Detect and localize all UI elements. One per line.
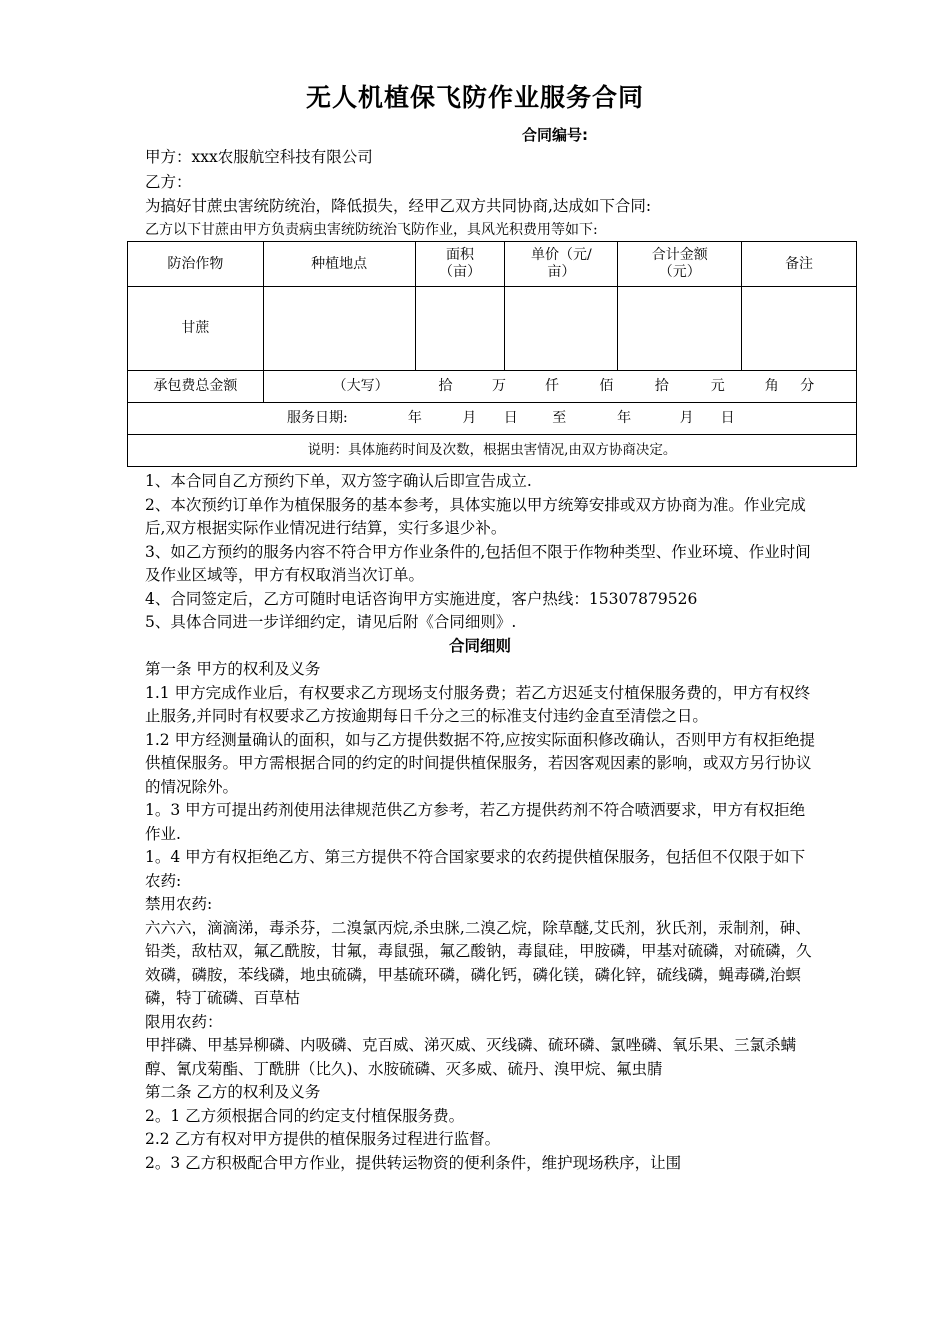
header-remarks: 备注	[742, 242, 857, 287]
table-intro: 乙方以下甘蔗由甲方负责病虫害统防统治飞防作业，具风光积费用等如下:	[145, 222, 598, 238]
contract-number-label: 合同编号:	[522, 126, 588, 144]
unit-qian: 仟	[544, 378, 559, 394]
article-1-title: 第一条 甲方的权利及义务	[145, 660, 321, 678]
total-fee-value[interactable]	[263, 371, 856, 403]
restricted-pesticides-label: 限用农药：	[145, 1012, 223, 1031]
terms-list	[145, 470, 815, 1175]
header-location: 种植地点	[263, 242, 415, 287]
date-year-1: 年	[407, 410, 422, 426]
term-5: 5、具体合同进一步详细约定，请见后附《合同细则》.	[145, 613, 517, 631]
clause-2-1: 2。1 乙方须根据合同的约定支付植保服务费。	[145, 1106, 465, 1125]
area-cell[interactable]	[415, 287, 505, 371]
date-to: 至	[552, 410, 567, 426]
clause-1-1: 1.1 甲方完成作业后，有权要求乙方现场支付服务费；若乙方迟延支付植保服务费的，甲方有权终止服务,并同时有权要求乙方按逾期每日千分之三的标准支付违约金直至清偿之日。	[145, 683, 811, 725]
service-date-cell[interactable]	[128, 403, 857, 435]
amount-capital-label: （大写）	[332, 378, 389, 394]
banned-pesticides-label: 禁用农药:	[145, 895, 213, 913]
clause-1-3: 1。3 甲方可提出药剂使用法律规范供乙方参考，若乙方提供药剂不符合喷洒要求，甲方有权拒绝作业.	[145, 801, 806, 843]
date-day-2: 日	[720, 410, 735, 426]
unit-price-cell[interactable]	[505, 287, 618, 371]
clause-1-2: 1.2 甲方经测量确认的面积，如与乙方提供数据不符,应按实际面积修改确认，否则甲方有权拒绝提供植保服务。甲方需根据合同的约定的时间提供植保服务，若因客观因素的影响，或双方另行协议的情况除外。	[145, 730, 816, 796]
intro-text: 为搞好甘蔗虫害统防统治，降低损失，经甲乙双方共同协商,达成如下合同:	[145, 197, 652, 215]
header-area: 面积 （亩）	[415, 242, 505, 287]
clause-2-3: 2。3 乙方积极配合甲方作业，提供转运物资的便利条件，维护现场秩序，让围	[145, 1153, 682, 1172]
party-b: 乙方：	[145, 173, 192, 191]
date-month-1: 月	[462, 410, 477, 426]
restricted-pesticides-list: 甲拌磷、甲基异柳磷、内吸磷、克百威、涕灭威、灭线磷、硫环磷、氯唑磷、氧乐果、三氯杀螨醇、氰戊菊酯、丁酰肼（比久)、水胺硫磷、灭多威、硫丹、溴甲烷、氟虫腈	[145, 1036, 797, 1078]
party-a: 甲方：xxx农服航空科技有限公司	[145, 148, 373, 166]
page-title: 无人机植保飞防作业服务合同	[305, 83, 644, 112]
table-header-row	[128, 242, 857, 287]
unit-yuan: 元	[710, 378, 725, 394]
unit-shi-2: 拾	[654, 378, 669, 394]
location-cell[interactable]	[263, 287, 415, 371]
term-3: 3、如乙方预约的服务内容不符合甲方作业条件的,包括但不限于作物种类型、作业环境、作业时间及作业区域等，甲方有权取消当次订单。	[145, 542, 811, 584]
clause-1-4: 1。4 甲方有权拒绝乙方、第三方提供不符合国家要求的农药提供植保服务，包括但不仅限于如下农药:	[145, 848, 806, 890]
total-fee-row	[128, 371, 857, 403]
unit-wan: 万	[491, 378, 506, 394]
header-unit-price: 单价（元/ 亩）	[505, 242, 618, 287]
term-1: 1、本合同自乙方预约下单，双方签字确认后即宣告成立.	[145, 472, 532, 490]
details-title: 合同细则	[448, 636, 511, 655]
note-cell: 说明：具体施药时间及次数，根据虫害情况,由双方协商决定。	[128, 435, 857, 467]
header-crop: 防治作物	[128, 242, 264, 287]
unit-bai: 佰	[599, 378, 614, 394]
crop-cell: 甘蔗	[128, 287, 264, 371]
date-day-1: 日	[503, 410, 518, 426]
header-total-amount: 合计金额 （元）	[618, 242, 742, 287]
term-2: 2、本次预约订单作为植保服务的基本参考，具体实施以甲方统筹安排或双方协商为准。作业完成后,双方根据实际作业情况进行结算，实行多退少补。	[145, 495, 806, 537]
unit-fen: 分	[800, 378, 815, 394]
note-row	[128, 435, 857, 467]
date-month-2: 月	[679, 410, 694, 426]
service-date-row	[128, 403, 857, 435]
service-table	[127, 241, 857, 467]
remarks-cell[interactable]	[742, 287, 857, 371]
service-date-label: 服务日期:	[287, 410, 348, 426]
term-4: 4、合同签定后，乙方可随时电话咨询甲方实施进度，客户热线：15307879526	[145, 589, 698, 608]
clause-2-2: 2.2 乙方有权对甲方提供的植保服务过程进行监督。	[145, 1130, 501, 1148]
table-row	[128, 287, 857, 371]
total-fee-label: 承包费总金额	[128, 371, 264, 403]
total-amount-cell[interactable]	[618, 287, 742, 371]
unit-jiao: 角	[764, 378, 779, 394]
unit-shi: 拾	[438, 378, 453, 394]
article-2-title: 第二条 乙方的权利及义务	[145, 1083, 321, 1101]
date-year-2: 年	[617, 410, 632, 426]
banned-pesticides-list: 六六六，滴滴涕，毒杀芬，二溴氯丙烷,杀虫脒,二溴乙烷，除草醚,艾氏剂，狄氏剂，汞制剂，砷、铅类，敌枯双，氟乙酰胺，甘氟，毒鼠强，氟乙酸钠，毒鼠硅，甲胺磷，甲基对硫磷，对硫磷，久效磷，磷胺，苯线磷，地虫硫磷，甲基硫环磷，磷化钙，磷化镁，磷化锌，硫线磷，蝇毒磷,治螟磷，特丁硫磷、百草枯	[145, 918, 812, 1007]
